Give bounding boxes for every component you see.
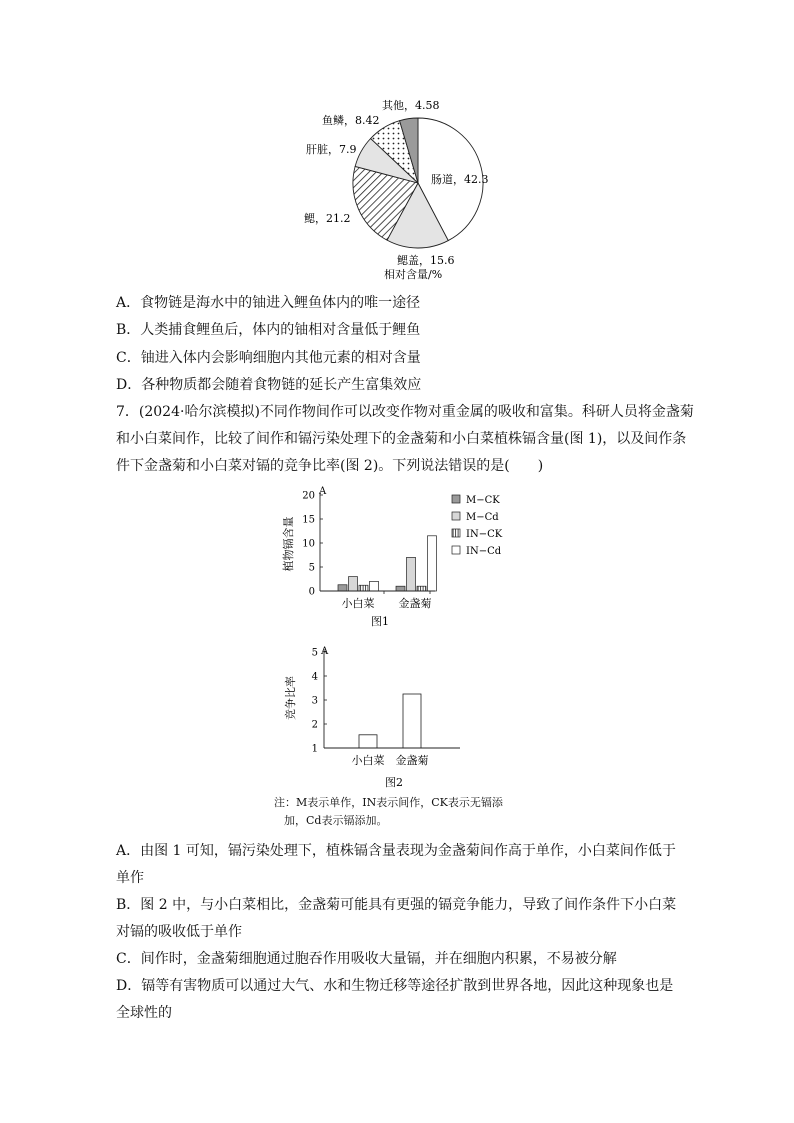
q6-option-a: A．食物链是海水中的铀进入鲤鱼体内的唯一途径 xyxy=(116,295,421,311)
fig2-ytick-label: 3 xyxy=(311,695,318,707)
q7-option-c: C．间作时，金盏菊细胞通过胞吞作用吸收大量镉，并在细胞内积累，不易被分解 xyxy=(116,951,617,967)
q6-option-b: B．人类捕食鲤鱼后，体内的铀相对含量低于鲤鱼 xyxy=(116,322,421,338)
q7-option-a-line1: A．由图 1 可知，镉污染处理下，植株镉含量表现为金盏菊间作高于单作，小白菜间作低于 xyxy=(116,843,676,859)
fig1-category-1: 小白菜 xyxy=(341,597,375,610)
q7-stem-line3: 件下金盏菊和小白菜对镉的竞争比率(图 2)。下列说法错误的是( ) xyxy=(116,458,544,474)
fig2-ylabel: 竞争比率 xyxy=(284,676,297,720)
fig1-legend xyxy=(452,495,503,557)
q7-option-b-line1: B．图 2 中，与小白菜相比，金盏菊可能具有更强的镉竞争能力，导致了间作条件下小白菜 xyxy=(116,897,677,913)
pie-title: 相对含量/% xyxy=(384,268,443,281)
legend-label-in-ck: IN−CK xyxy=(466,529,503,540)
fig2-bars xyxy=(359,694,421,748)
fig2-bar-2 xyxy=(403,694,421,748)
fig2-ytick-label: 2 xyxy=(311,719,318,731)
q6-option-d: D．各种物质都会随着食物链的延长产生富集效应 xyxy=(116,377,422,393)
fig2-bar-1 xyxy=(359,735,377,748)
pie-label-scales: 鱼鳞，8.42 xyxy=(322,114,380,127)
note-line1: 注：M表示单作，IN表示间作，CK表示无镉添 xyxy=(274,796,503,809)
legend-swatch-in-ck xyxy=(452,529,460,537)
fig2-title: 图2 xyxy=(385,776,403,789)
fig1-bar-1-4 xyxy=(370,581,379,591)
legend-label-m-cd: M−Cd xyxy=(466,512,499,523)
legend-swatch-m-ck xyxy=(452,495,460,503)
figure-1-bar-chart xyxy=(280,480,520,630)
note-line2: 加，Cd表示镉添加。 xyxy=(284,814,388,827)
fig1-corner-label: A xyxy=(319,486,327,497)
fig1-ytick-label: 15 xyxy=(302,514,315,526)
fig1-ytick-label: 20 xyxy=(302,490,315,502)
figure-2-bar-chart xyxy=(280,640,480,790)
fig1-bar-2-2 xyxy=(407,557,416,591)
pie-label-liver: 肝脏，7.9 xyxy=(306,143,357,156)
pie-label-gill: 鳃，21.2 xyxy=(304,212,351,225)
fig1-bars xyxy=(338,536,437,591)
fig2-ytick-label: 5 xyxy=(311,647,318,659)
q7-stem-line2: 和小白菜间作，比较了间作和镉污染处理下的金盏菊和小白菜植株镉含量(图 1)，以及间作条 xyxy=(116,431,687,447)
pie-label-intestine: 肠道，42.3 xyxy=(431,173,489,186)
q7-option-a-line2: 单作 xyxy=(116,870,144,886)
fig1-bar-2-4 xyxy=(428,536,437,591)
fig2-category-2: 金盏菊 xyxy=(395,754,429,767)
q7-stem-line1: 7．(2024·哈尔滨模拟)不同作物间作可以改变作物对重金属的吸收和富集。科研人员将金盏菊 xyxy=(116,404,694,420)
fig1-bar-1-1 xyxy=(338,585,347,591)
legend-swatch-m-cd xyxy=(452,512,460,520)
fig1-category-2: 金盏菊 xyxy=(398,597,432,610)
legend-swatch-in-cd xyxy=(452,546,460,554)
fig1-ytick-label: 0 xyxy=(308,586,315,598)
fig1-bar-2-3 xyxy=(417,586,426,591)
pie-chart xyxy=(296,96,496,286)
legend-label-in-cd: IN−Cd xyxy=(466,546,502,557)
fig1-bar-2-1 xyxy=(396,586,405,591)
q7-option-b-line2: 对镉的吸收低于单作 xyxy=(116,924,242,940)
pie-label-gill-cover: 鳃盖，15.6 xyxy=(397,254,455,267)
fig1-ytick-label: 5 xyxy=(308,562,315,574)
fig2-category-1: 小白菜 xyxy=(351,754,385,767)
q7-option-d-line1: D．镉等有害物质可以通过大气、水和生物迁移等途径扩散到世界各地，因此这种现象也是 xyxy=(116,978,674,994)
pie-label-other: 其他，4.58 xyxy=(382,99,440,112)
fig2-ytick-label: 1 xyxy=(311,743,318,755)
legend-label-m-ck: M−CK xyxy=(466,495,500,506)
fig1-title: 图1 xyxy=(371,615,389,628)
fig1-bar-1-3 xyxy=(359,585,368,591)
fig2-corner-label: A xyxy=(321,646,329,657)
fig2-ytick-label: 4 xyxy=(311,671,318,683)
fig1-ytick-label: 10 xyxy=(302,538,315,550)
fig1-bar-1-2 xyxy=(349,577,358,591)
q7-option-d-line2: 全球性的 xyxy=(116,1005,172,1021)
fig2-axes xyxy=(312,648,460,755)
fig1-ylabel: 植物镉含量 xyxy=(282,516,295,572)
q6-option-c: C．铀进入体内会影响细胞内其他元素的相对含量 xyxy=(116,350,421,366)
